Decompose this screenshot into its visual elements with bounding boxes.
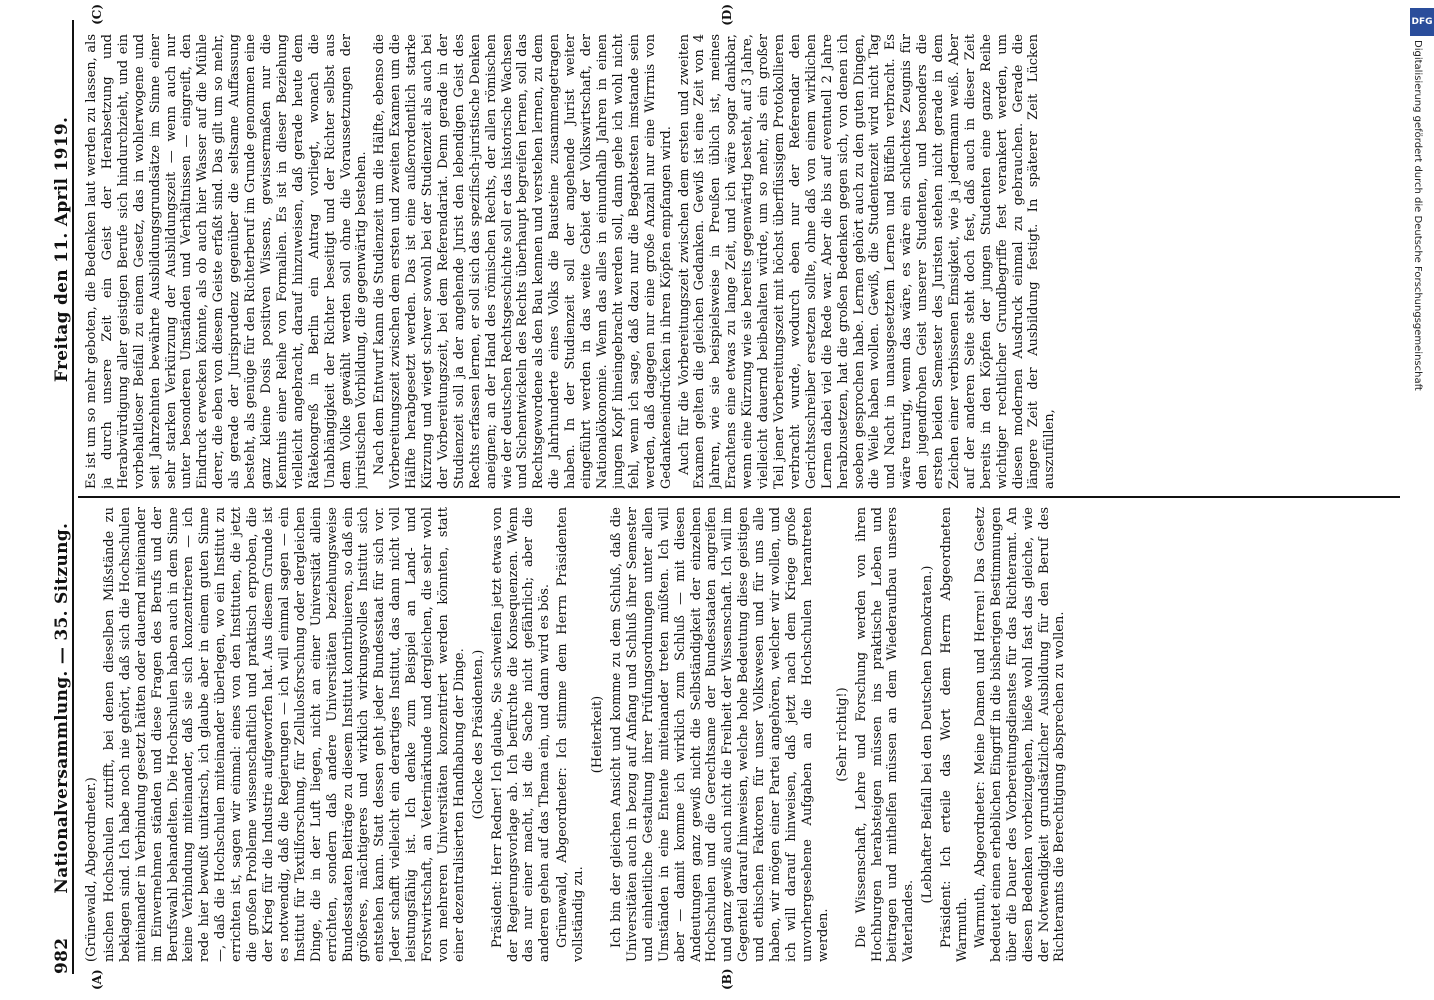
marker-d: (D) [720,4,734,26]
right-column [84,34,1402,489]
dfg-logo: DFG [1410,8,1434,36]
page-number: 982 [52,937,72,974]
paragraph: Warmuth, Abgeordneter: Meine Damen und Herren! Das Gesetz bedeutet einen erheblichen Eingriff in die bisherigen Bestimmungen über die Dauer des Vorbereitungsdienstes für das Richteramt. An diesen Bedenken vorbeizugehen, hieße wohl fast das gleiche, wie der Notwendigkeit grundsätzlicher Ausbildung für den Beruf des Richteramts die Berechtigung absprechen zu wollen. [972,507,1068,962]
marker-a: (A) [90,969,104,990]
paragraph: Grünewald, Abgeordneter: Ich stimme dem Herrn Präsidenten vollständig zu. [555,507,587,962]
paragraph: Ich bin der gleichen Ansicht und komme zu dem Schluß, daß die Universitäten auch in bezug auf Anfang und Schluß ihrer Semester und einheitliche Gestaltung ihrer Prüfungsordnungen unter allen Umständen in eine Entente miteinander treten müßten. Ich will aber — damit komme ich wirklich zum Schluß — mit diesen Andeutungen ganz gewiß nicht die Selbständigkeit der einzelnen Hochschulen und die Gerechtsame der Bundesstaaten angreifen und ganz gewiß auch nicht die Freiheit der Wissenschaft. Ich will im Gegenteil darauf hinweisen, welche hohe Bedeutung diese geistigen und ethischen Faktoren für unser Volkswesen und für uns alle haben, wir mögen einer Partei angehören, welcher wir wollen, und ich will darauf hinweisen, daß jetzt nach dem Kriege große unvorhergesehene Aufgaben an die Hochschulen herantreten werden. [609,507,831,962]
stage-direction: (Lebhafter Beifall bei den Deutschen Demokraten.) [920,565,936,904]
stage-direction: (Sehr richtig!) [834,687,850,782]
paragraph: Präsident: Ich erteile das Wort dem Herrn Abgeordneten Warmuth. [939,507,971,962]
page-header [42,20,74,974]
paragraph: Präsident: Herr Redner! Ich glaube, Sie schweifen jetzt etwas von der Regierungsvorlage ab. Ich befürchte die Konsequenzen. Wenn das nur einer macht, ist die Sache nicht gefährlich; aber die anderen gehen auf das Thema ein, und dann wird es bös. [489,507,553,962]
paragraph: (Grünewald, Abgeordneter.) [84,777,99,962]
column-divider [78,496,1400,498]
document-page [0,2,1410,992]
left-column [84,507,1402,962]
stage-direction: (Heiterkeit) [590,695,606,774]
paragraph: nischen Hochschulen zutrifft, bei denen dieselben Mißstände zu beklagen sind. Ich habe noch nie gehört, daß sich die Hochschulen miteinander in Verbindung gesetzt hätten oder dauernd miteinander im Einvernehmen ständen und diese Fragen des Berufs und der Berufswahl behandelten. Die Hochschulen haben auch in dem Sinne keine Verbindung miteinander, daß sie sich konzentrieren — ich rede hier bewußt unitarisch, ich glaube aber in einem guten Sinne —, daß die Hochschulen miteinander überlegen, wo ein Institut zu errichten ist, sagen wir einmal: eines von den Instituten, die jetzt die großen Probleme wissenschaftlich und praktisch erproben, die der Krieg für die Industrie aufgeworfen hat. Aus diesem Grunde ist es notwendig, daß die Regierungen — ich will einmal sagen — ein Institut für Textilforschung, für Zellulosforschung oder dergleichen Dinge, die in der Luft liegen, nicht an einer Universität allein errichten, sondern daß andere Universitäten beziehungsweise Bundesstaaten Beiträge zu diesem Institut kontribuieren, so daß ein größeres, mächtigeres und wirklich wirkungsvolles Institut sich entstehen kann. Statt dessen geht jeder Bundesstaat für sich vor. Jeder schafft vielleicht ein derartiges Institut, das dann nicht voll leistungsfähig ist. Ich denke zum Beispiel an Land- und Forstwirtschaft, an Veterinärkunde und dergleichen, die sehr wohl von mehreren Universitäten konzentriert werden könnten, statt einer dezentralisierten Handhabung der Dinge. [101,507,467,962]
paragraph: Auch für die Vorbereitungszeit zwischen dem ersten und zweiten Examen gelten die gleichen Gedanken. Gewiß ist eine Zeit von 4 Jahren, wie sie beispielsweise in Preußen üblich ist, meines Erachtens eine etwas zu lange Zeit, und ich wäre sogar dankbar, wenn eine Kürzung wie sie bereits gegenwärtig besteht, auf 3 Jahre, vielleicht dauernd beibehalten würde, um so mehr, als ein großer Teil jener Vorbereitungszeit mit höchst überflüssigem Protokollieren verbracht wurde, wodurch eben nur der Referendar den Gerichtsschreiber ersetzen sollte, ohne daß von einem wirklichen Lernen dabei viel die Rede war. Aber die bis auf eventuell 2 Jahre herabzusetzen, hat die großen Bedenken gegen sich, von denen ich soeben gesprochen habe. Lernen gehört auch zu den guten Dingen, die Weile haben wollen. Gewiß, die Studentenzeit wird nicht Tag und Nacht in unausgesetztem Lernen und Büffeln verbracht. Es wäre traurig, wenn das wäre, es wäre ein schlechtes Zeugnis für den jugendfrohen Geist unserer Studenten, und besonders die ersten beiden Semester des Juristen stehen nicht gerade in dem Zeichen einer verbissenen Emsigkeit, wie ja jedermann weiß. Aber auf der anderen Seite steht doch fest, daß auch in dieser Zeit bereits in den Köpfen der jungen Studenten eine ganze Reihe wichtiger rechtlicher Grundbegriffe fest verankert werden, um diesen modernen Ausdruck einmal zu gebrauchen. Gerade die längere Zeit der Ausbildung festigt. In späterer Zeit Lücken auszufüllen, [676,34,1058,489]
digitization-credit: Digitalisierung gefördert durch die Deutsche Forschungsgemeinschaft [1412,40,1423,391]
marker-c: (C) [90,4,104,25]
paragraph: Nach dem Entwurf kann die Studienzeit um die Hälfte, ebenso die Vorbereitungszeit zwischen dem ersten und zweiten Examen um die Hälfte herabgesetzt werden. Das ist eine außerordentlich starke Kürzung und wiegt schwer sowohl bei der Studienzeit als auch bei der Vorbereitungszeit, bei dem Referendariat. Denn gerade in der Studienzeit soll ja der angehende Jurist den lebendigen Geist des Rechts erfassen lernen, er soll sich das spezifisch-juristische Denken aneignen; an der Hand des römischen Rechts, der allen römischen wie der deutschen Rechtsgeschichte soll er das historische Wachsen und Sichentwickeln des Rechts überhaupt begreifen lernen, soll das Rechtsgewordene als den Bau kennen und verstehen lernen, zu dem die Jahrhunderte eines Volks die Bausteine zusammengetragen haben. In der Studienzeit soll der angehende Jurist weiter eingeführt werden in das weite Gebiet der Volkswirtschaft, der Nationalökonomie. Wenn das alles in einundhalb Jahren in einen jungen Kopf hineingebracht werden soll, dann gehe ich wohl nicht fehl, wenn ich sage, daß dazu nur die Begabtesten imstande sein werden, daß dagegen nur eine große Anzahl nur eine Wirrnis von Gedankeneindrücken in ihren Köpfen empfangen wird. [372,34,674,489]
stage-direction: (Glocke des Präsidenten.) [470,649,486,820]
marker-b: (B) [720,968,734,990]
header-left-title: Nationalversammlung. — 35. Sitzung. [52,522,72,894]
paragraph: Es ist um so mehr geboten, die Bedenken laut werden zu lassen, als ja durch unsere Zeit ein Geist der Herabsetzung und Herabwürdigung aller geistigen Berufe sich hindurchzieht, und ein vorbehaltloser Beifall zu einem Gesetz, das in wohlerwogene und seit Jahrzehnten bewährte Ausbildungsgrundsätze im Sinne einer sehr starken Verkürzung der Ausbildungszeit — wenn auch nur unter besonderen Umständen und Verhältnissen — eingreift, den Eindruck erwecken könnte, als ob auch hier Wasser auf die Mühle derer, die eben von diesem Geiste erfaßt sind. Das gilt um so mehr, als gerade der Jurisprudenz gegenüber die seltsame Auffassung besteht, als genüge für den Richterberuf im Grunde genommen eine ganz kleine Dosis positiven Wissens, gewissermaßen nur die Kenntnis einer Reihe von Formalien. Es ist in dieser Beziehung vielleicht angebracht, darauf hinzuweisen, daß gerade heute dem Rätekongreß in Berlin ein Antrag vorliegt, wonach die Unabhängigkeit der Richter beseitigt und der Richter selbst aus dem Volke gewählt werden soll ohne die Voraussetzungen der juristischen Vorbildung, die gegenwärtig bestehen. [84,34,370,489]
header-right-title: Freitag den 11. April 1919. [52,116,72,383]
paragraph: Die Wissenschaft, Lehre und Forschung werden von ihren Hochburgen herabsteigen müssen ins praktische Leben und beitragen und mithelfen müssen an dem Wiederaufbau unseres Vaterlandes. [853,507,917,962]
